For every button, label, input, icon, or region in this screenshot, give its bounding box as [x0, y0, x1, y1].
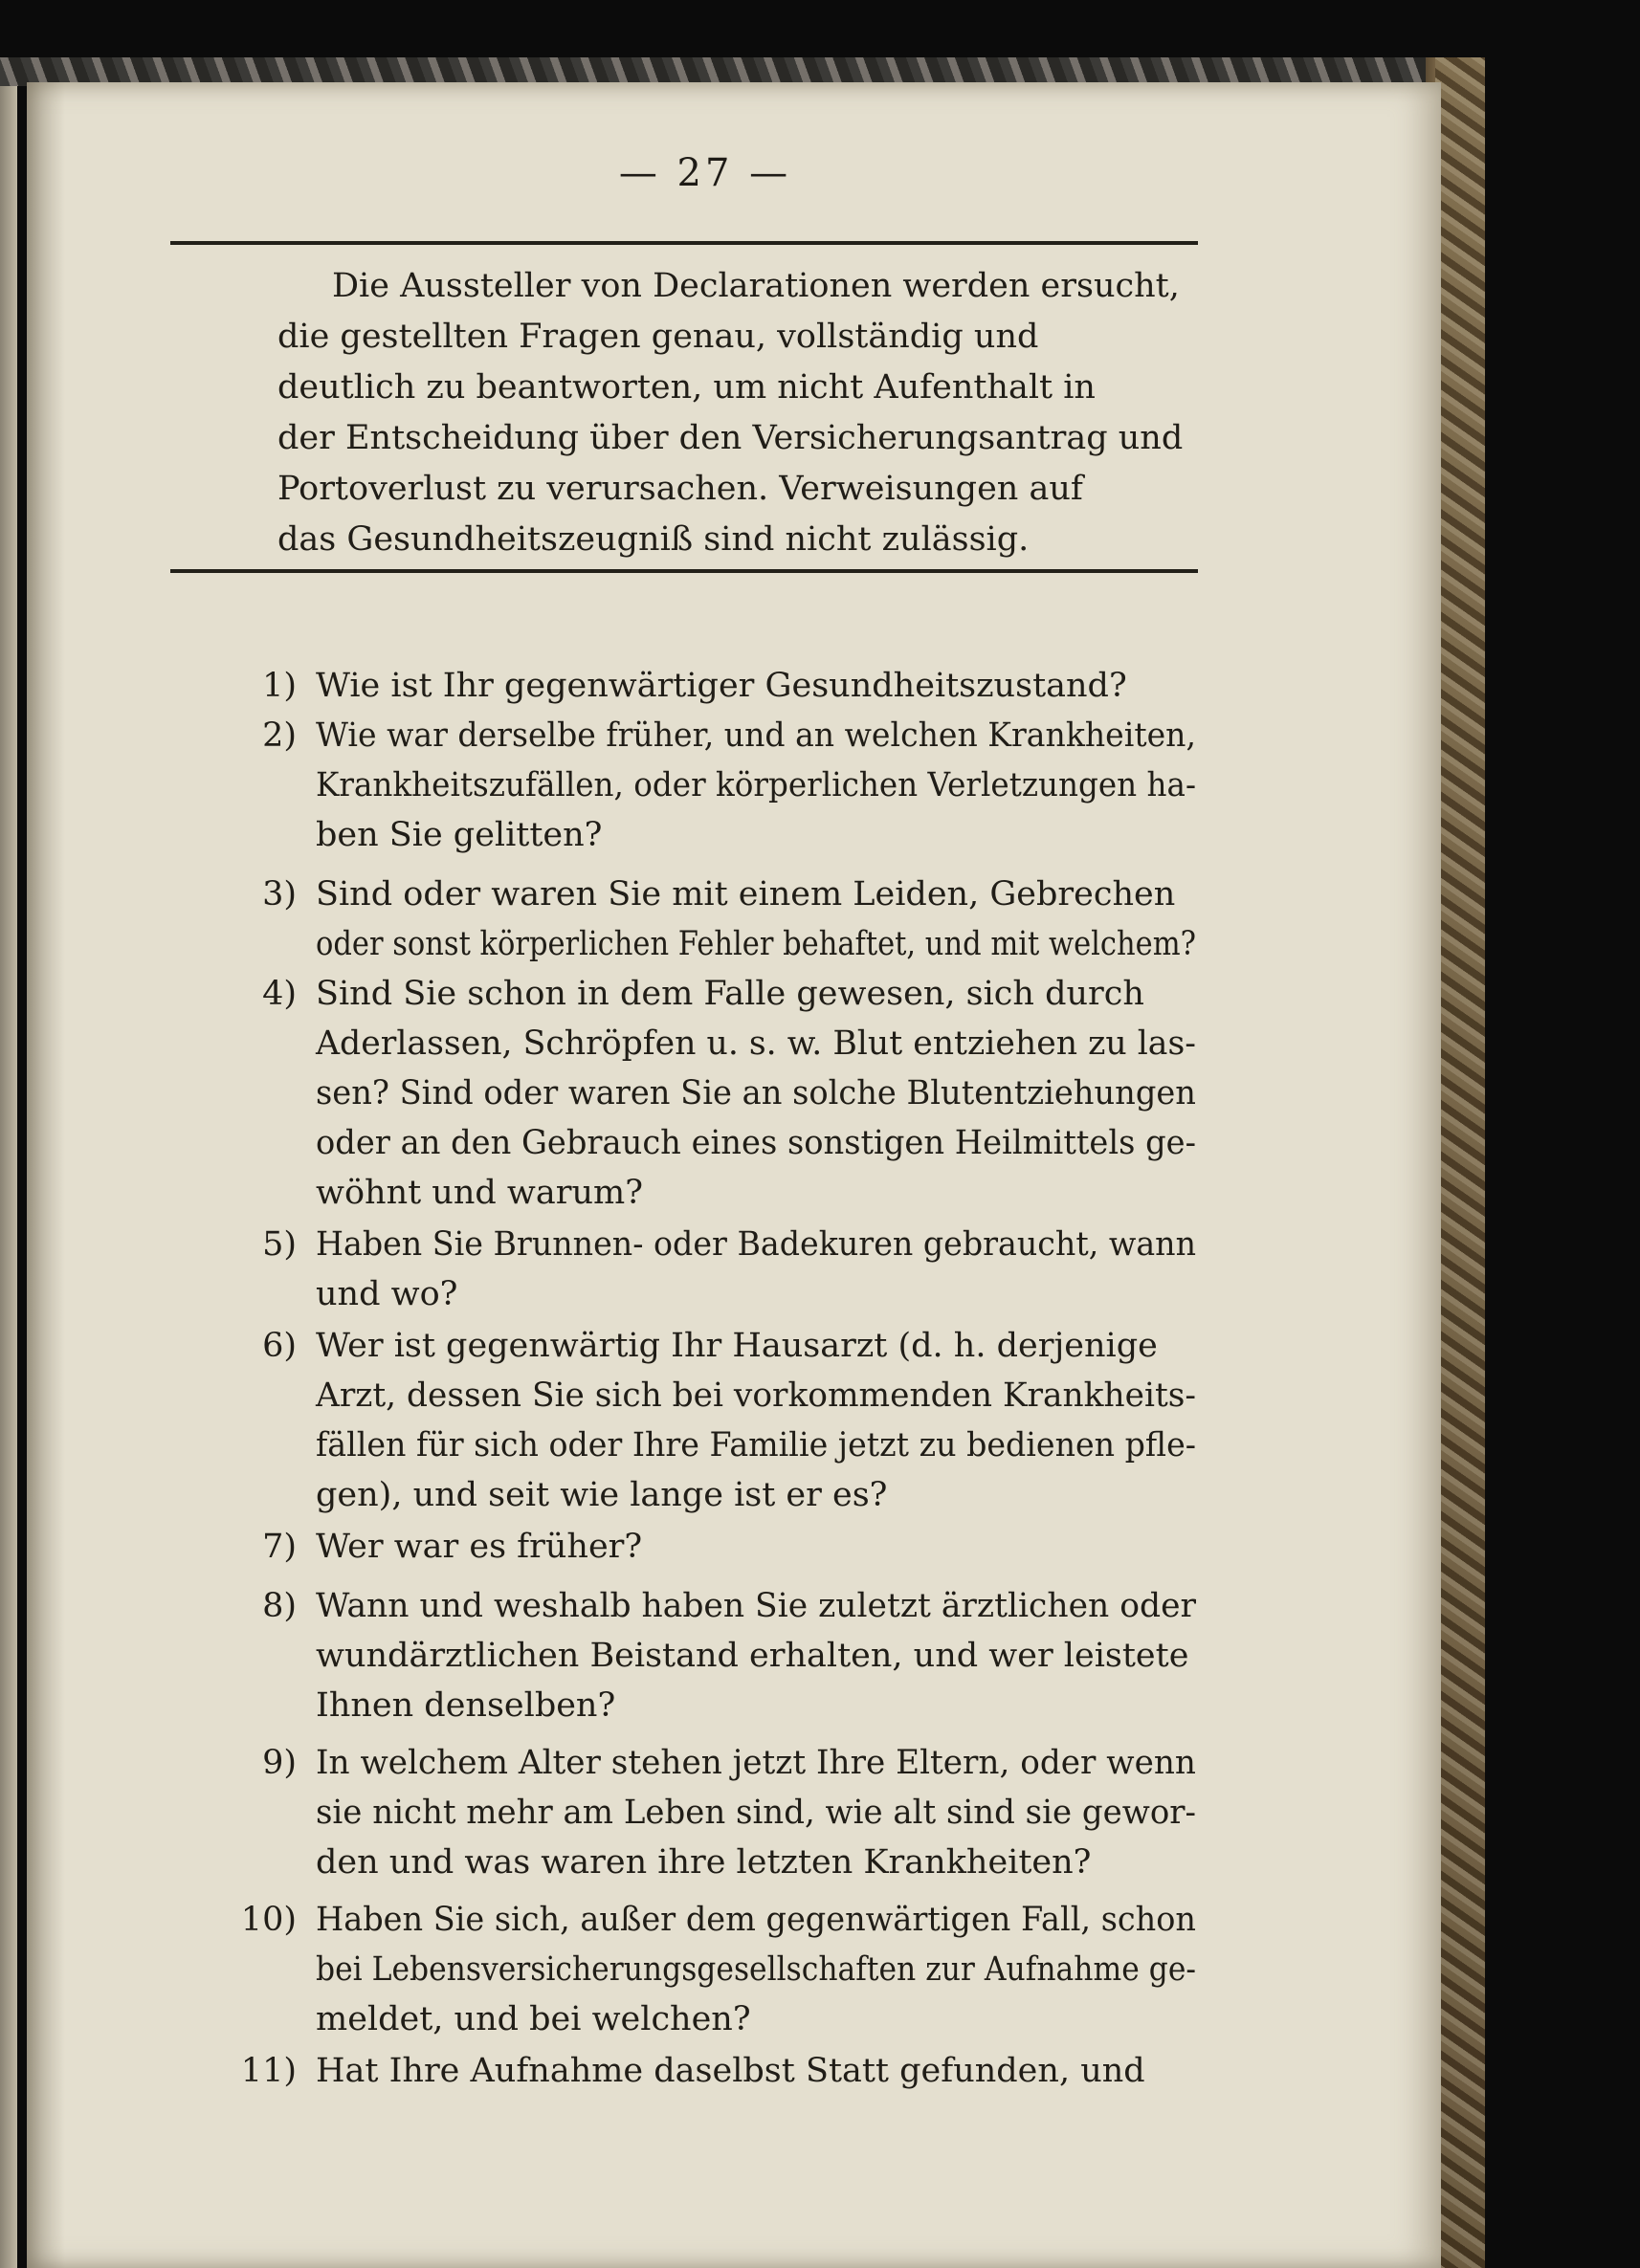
question-line: bei Lebensversicherungsgesellschaften zur Aufnahme ge-	[316, 1950, 1196, 1989]
question-line: Wer ist gegenwärtig Ihr Hausarzt (d. h. derjenige	[316, 1327, 1158, 1365]
question-line: Wer war es früher?	[316, 1528, 643, 1566]
question-number: 4)	[262, 975, 297, 1013]
question-line: Arzt, dessen Sie sich bei vorkommenden Krankheits-	[316, 1376, 1196, 1415]
question-number: 8)	[262, 1587, 297, 1625]
question-line: Wie ist Ihr gegenwärtiger Gesundheitszustand?	[316, 667, 1127, 705]
question-line: gen), und seit wie lange ist er es?	[316, 1476, 888, 1514]
question-line: wöhnt und warum?	[316, 1174, 643, 1212]
intro-line: die gestellten Fragen genau, vollständig und	[277, 318, 1039, 356]
question-number: 5)	[262, 1225, 297, 1264]
question-line: Haben Sie sich, außer dem gegenwärtigen Fall, schon	[316, 1901, 1196, 1939]
intro-line: der Entscheidung über den Versicherungsantrag und	[277, 419, 1184, 457]
question-line: fällen für sich oder Ihre Familie jetzt zu bedienen pfle-	[316, 1426, 1196, 1464]
question-line: meldet, und bei welchen?	[316, 2000, 751, 2038]
question-number: 10)	[240, 1901, 297, 1939]
question-number: 3)	[262, 875, 297, 914]
question-line: oder an den Gebrauch eines sonstigen Heilmittels ge-	[316, 1124, 1196, 1162]
question-line: Wann und weshalb haben Sie zuletzt ärztlichen oder	[316, 1587, 1196, 1625]
intro-line: Portoverlust zu verursachen. Verweisungen auf	[277, 470, 1083, 508]
page-number: — 27 —	[618, 151, 792, 195]
question-line: sen? Sind oder waren Sie an solche Blutentziehungen	[316, 1074, 1196, 1112]
page-gutter-shadow	[27, 82, 65, 2268]
question-number: 2)	[262, 716, 297, 755]
intro-line: Die Aussteller von Declarationen werden ersucht,	[332, 267, 1180, 305]
intro-line: deutlich zu beantworten, um nicht Aufenthalt in	[277, 368, 1096, 407]
question-number: 9)	[262, 1744, 297, 1782]
left-page-edge	[0, 86, 17, 2268]
question-line: oder sonst körperlichen Fehler behaftet, und mit welchem?	[316, 925, 1196, 963]
question-line: Sind oder waren Sie mit einem Leiden, Gebrechen	[316, 875, 1176, 914]
question-line: und wo?	[316, 1275, 458, 1313]
question-line: Haben Sie Brunnen- oder Badekuren gebraucht, wann	[316, 1225, 1196, 1264]
question-line: Krankheitszufällen, oder körperlichen Verletzungen ha-	[316, 766, 1196, 804]
question-number: 6)	[262, 1327, 297, 1365]
question-line: wundärztlichen Beistand erhalten, und wer leistete	[316, 1637, 1189, 1675]
intro-notice	[251, 260, 1202, 566]
question-line: sie nicht mehr am Leben sind, wie alt sind sie gewor-	[316, 1794, 1196, 1832]
bottom-rule	[170, 569, 1198, 573]
question-line: Ihnen denselben?	[316, 1686, 616, 1725]
marbled-endpaper	[1435, 57, 1485, 2268]
question-line: In welchem Alter stehen jetzt Ihre Eltern, oder wenn	[316, 1744, 1196, 1782]
question-line: Sind Sie schon in dem Falle gewesen, sich durch	[316, 975, 1144, 1013]
question-line: Aderlassen, Schröpfen u. s. w. Blut entziehen zu las-	[316, 1024, 1196, 1063]
question-line: Wie war derselbe früher, und an welchen Krankheiten,	[316, 716, 1196, 755]
top-rule	[170, 241, 1198, 245]
question-number: 7)	[262, 1528, 297, 1566]
intro-line: das Gesundheitszeugniß sind nicht zulässig.	[277, 520, 1030, 559]
question-line: Hat Ihre Aufnahme daselbst Statt gefunden, und	[316, 2052, 1145, 2090]
question-number: 1)	[262, 667, 297, 705]
question-line: den und was waren ihre letzten Krankheiten?	[316, 1843, 1092, 1882]
question-line: ben Sie gelitten?	[316, 816, 603, 854]
question-number: 11)	[240, 2052, 297, 2090]
